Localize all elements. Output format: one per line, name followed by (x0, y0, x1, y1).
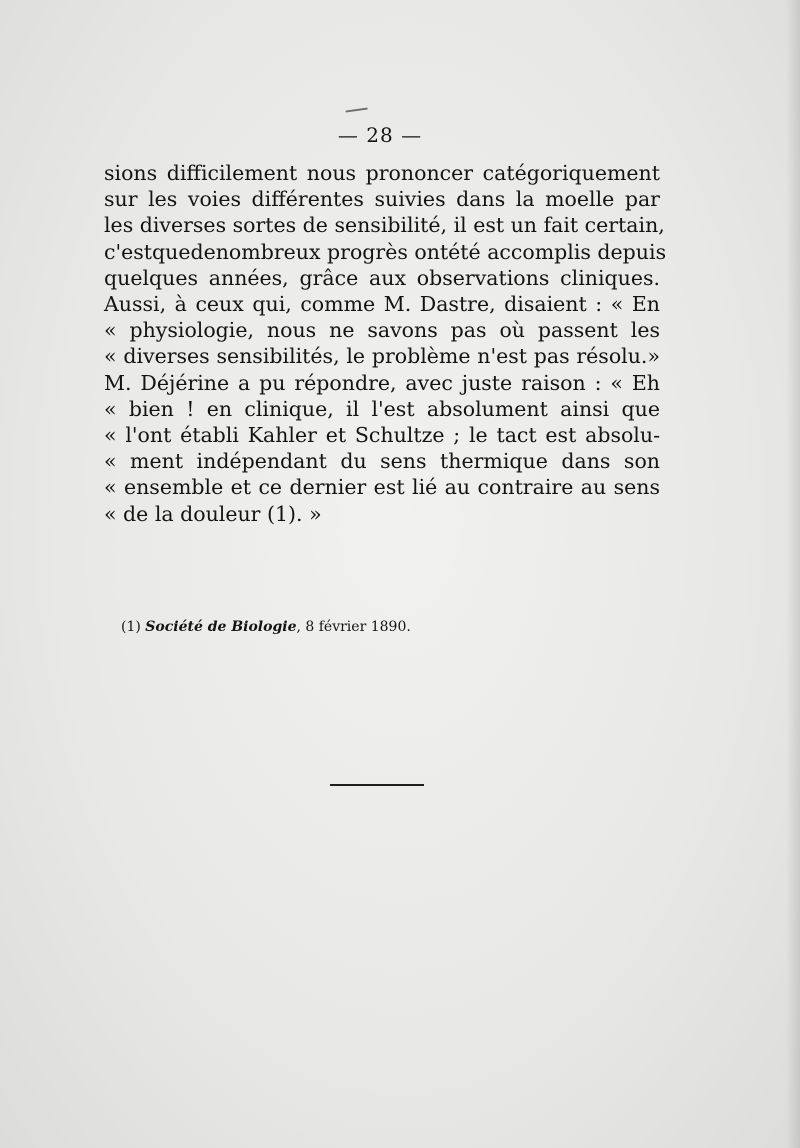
text-line: « bien ! en clinique, il l'est absolument ainsi que (104, 396, 660, 421)
text-line: sions difficilement nous prononcer catégoriquement (104, 161, 660, 185)
text-line: « ment indépendant du sens thermique dans son (104, 449, 660, 474)
footnote-date: , 8 février 1890. (296, 619, 411, 635)
text-line: c'estquedenombreux progrès ontété accomplis depuis (104, 239, 667, 264)
text-line: « diverses sensibilités, le problème n'est pas résolu.» (104, 344, 660, 369)
footnote-source: Société de Biologie (145, 619, 297, 635)
text-line: « l'ont établi Kahler et Schultze ; le tact est absolu- (104, 423, 660, 448)
text-line: les diverses sortes de sensibilité, il est un fait certain, (104, 213, 665, 238)
text-line: « ensemble et ce dernier est lié au contraire au sens (104, 475, 660, 500)
page-number: — 28 — (337, 123, 423, 147)
footnote-marker: (1) (121, 619, 141, 635)
text-line: « physiologie, nous ne savons pas où passent les (104, 318, 660, 343)
text-line: sur les voies différentes suivies dans la moelle par (104, 187, 660, 212)
text-line: M. Déjérine a pu répondre, avec juste raison : « Eh (104, 370, 660, 395)
header-ink-mark (346, 108, 369, 119)
page-edge-shadow (786, 0, 800, 1148)
section-divider (330, 784, 424, 786)
body-text (104, 160, 667, 527)
footnote (121, 619, 411, 635)
text-line-last: « de la douleur (1). » (104, 501, 322, 526)
text-line: quelques années, grâce aux observations cliniques. (104, 265, 660, 290)
text-line: Aussi, à ceux qui, comme M. Dastre, disaient : « En (104, 292, 660, 317)
